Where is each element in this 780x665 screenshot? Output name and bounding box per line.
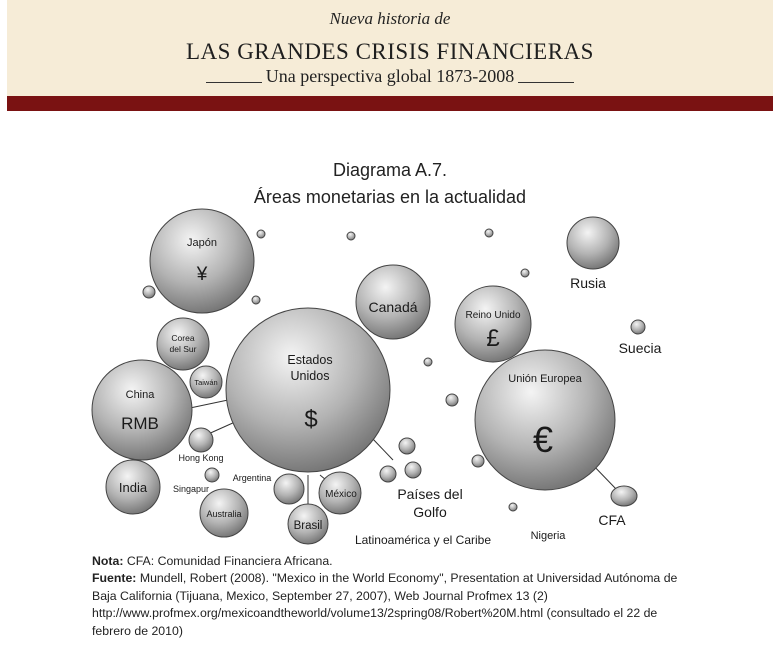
bubble-golfo-2 [380,466,396,482]
label-australia: Australia [206,509,242,519]
note-text: CFA: Comunidad Financiera Africana. [123,554,333,568]
label-golfo-line1: Países del [397,486,463,502]
bubble-small-1 [257,230,265,238]
symbol-rmb: RMB [121,414,159,433]
label-estados-line2: Unidos [290,369,330,383]
notes-block [92,553,692,640]
label-japon: Japón [187,237,217,249]
note-label: Nota: [92,554,124,568]
label-mexico: México [325,489,357,500]
bubble-suecia [631,320,645,334]
bubble-cfa [611,486,637,506]
connector-china-us [190,400,228,408]
book-subtitle-text: Una perspectiva global 1873-2008 [265,66,515,86]
source-line [92,570,692,640]
label-suecia: Suecia [618,340,662,356]
bubble-small-5 [143,286,155,298]
bubble-hong-kong [189,428,213,452]
label-estados-line1: Estados [287,353,333,367]
book-title: LAS GRANDES CRISIS FINANCIERAS [186,39,594,64]
source-label: Fuente: [92,571,137,586]
bubble-rusia [567,217,619,269]
bubble-small-6 [252,296,260,304]
label-corea-line2: del Sur [169,344,197,354]
label-nigeria: Nigeria [530,530,566,542]
label-cfa: CFA [598,512,626,528]
note-line [92,553,692,570]
symbol-euro: € [532,419,554,460]
label-india: India [118,480,148,495]
label-china: China [125,389,155,401]
diagram-subtitle: Áreas monetarias en la actualidad [253,187,527,207]
series-title: Nueva historia de [329,9,451,28]
bubble-small-4 [521,269,529,277]
bubble-small-3 [485,229,493,237]
source-text: Mundell, Robert (2008). "Mexico in the World Economy", Presentation at Universidad Autónoma de Baja California (Tijuana, Mexico, September 27, 2007), Web Journal Profmex 13 (2) http://www.profmex.org/mexicoandtheworld/volume13/2spring08/Robert%20M.html (consultado el 22 de febrero de 2010) [92,571,678,638]
label-reino-unido: Reino Unido [465,310,521,321]
bubble-japon [150,209,254,313]
bubble-singapur [205,468,219,482]
diagram-title: Diagrama A.7. [332,160,448,180]
bubble-argentina [274,474,304,504]
label-taiwan: Taiwán [194,378,218,387]
label-latam: Latinoamérica y el Caribe [354,533,492,547]
label-canada: Canadá [368,299,418,315]
label-rusia: Rusia [570,275,606,291]
bubble-nigeria [509,503,517,511]
bubble-small-7 [424,358,432,366]
label-golfo-line2: Golfo [413,504,447,520]
connector-us-golfo [372,438,393,460]
label-union-europea: Unión Europea [508,373,582,385]
label-hong-kong: Hong Kong [178,453,224,463]
label-brasil: Brasil [293,520,323,532]
bubble-small-2 [347,232,355,240]
symbol-dolar: $ [304,406,318,433]
symbol-libra: £ [486,325,500,352]
label-singapur: Singapur [172,484,210,494]
bubble-golfo-1 [399,438,415,454]
bubble-estados-unidos [226,308,390,472]
bubble-small-8 [446,394,458,406]
label-corea-line1: Corea [171,333,195,343]
bubble-golfo-3 [405,462,421,478]
label-argentina: Argentina [232,473,272,483]
symbol-yen: ¥ [196,264,208,285]
bubble-china [92,360,192,460]
bubble-small-9 [472,455,484,467]
